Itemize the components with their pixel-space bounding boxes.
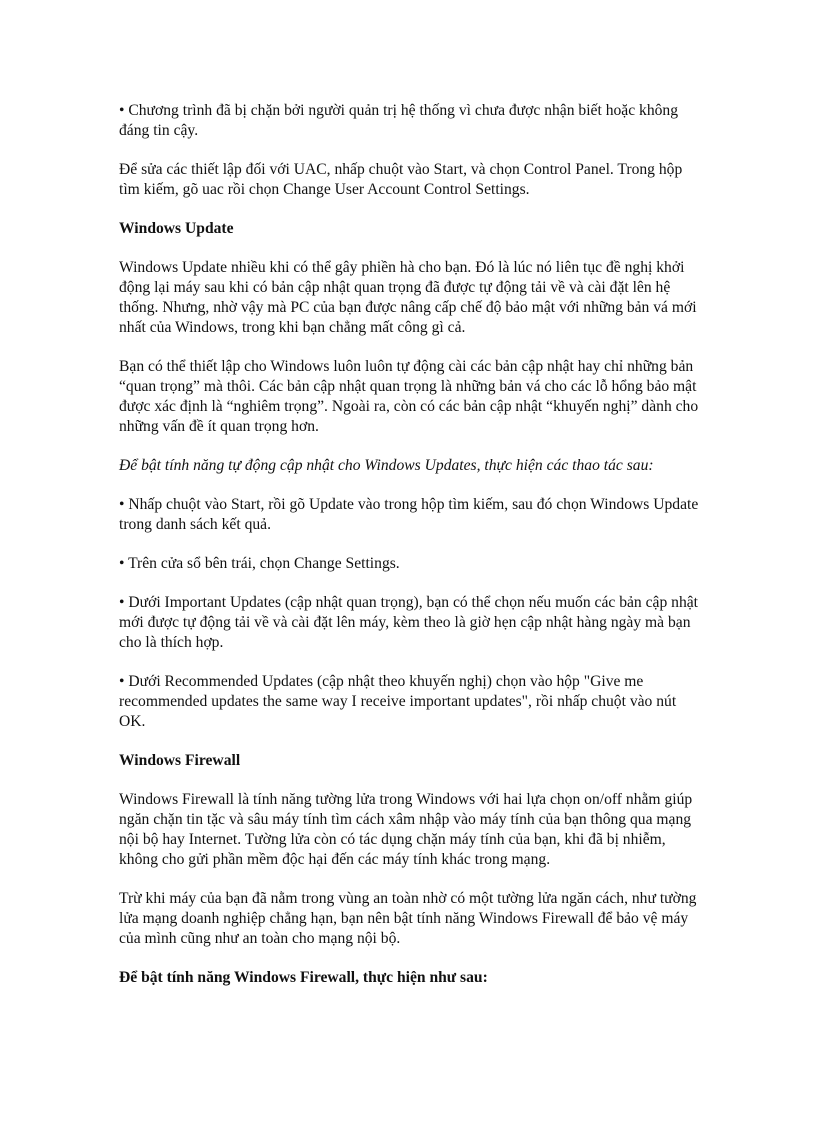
paragraph-blocked-program-bullet: • Chương trình đã bị chặn bởi người quản trị hệ thống vì chưa được nhận biết hoặc không đáng tin cậy. xyxy=(119,102,679,139)
paragraph-update-types: Bạn có thể thiết lập cho Windows luôn luôn tự động cài các bản cập nhật hay chỉ những bản “quan trọng” mà thôi. Các bản cập nhật quan trọng là những bản vá cho các lỗ hổng bảo mật được xác định là “nghiêm trọng”. Ngoài ra, còn có các bản cập nhật “khuyến nghị” dành cho những vấn đề ít quan trọng hơn. xyxy=(119,358,699,435)
paragraph-firewall-intro: Windows Firewall là tính năng tường lửa trong Windows với hai lựa chọn on/off nhằm giúp ngăn chặn tin tặc và sâu máy tính tìm cách xâm nhập vào máy tính của bạn thông qua mạng nội bộ hay Internet. Tường lửa còn có tác dụng chặn máy tính của bạn, khi đã bị nhiễm, không cho gửi phần mềm độc hại đến các máy tính khác trong mạng. xyxy=(119,791,693,868)
heading-windows-update: Windows Update xyxy=(119,220,234,237)
paragraph-step-recommended-updates: • Dưới Recommended Updates (cập nhật theo khuyến nghị) chọn vào hộp "Give me recommended updates the same way I receive important updates", rồi nhấp chuột vào nút OK. xyxy=(119,673,677,730)
paragraph-firewall-recommendation: Trừ khi máy của bạn đã nằm trong vùng an toàn nhờ có một tường lửa ngăn cách, như tường lửa mạng doanh nghiệp chẳng hạn, bạn nên bật tính năng Windows Firewall để bảo vệ máy của mình cũng như an toàn cho mạng nội bộ. xyxy=(119,890,697,947)
paragraph-uac-settings: Để sửa các thiết lập đối với UAC, nhấp chuột vào Start, và chọn Control Panel. Trong hộp tìm kiếm, gõ uac rồi chọn Change User Account Control Settings. xyxy=(119,161,683,198)
paragraph-step-important-updates: • Dưới Important Updates (cập nhật quan trọng), bạn có thể chọn nếu muốn các bản cập nhật mới được tự động tải về và cài đặt lên máy, kèm theo là giờ hẹn cập nhật hàng ngày mà bạn cho là thích hợp. xyxy=(119,594,699,651)
paragraph-step-start-search: • Nhấp chuột vào Start, rồi gõ Update vào trong hộp tìm kiếm, sau đó chọn Windows Update trong danh sách kết quả. xyxy=(119,496,699,533)
paragraph-update-intro: Windows Update nhiều khi có thể gây phiền hà cho bạn. Đó là lúc nó liên tục đề nghị khởi động lại máy sau khi có bản cập nhật quan trọng đã được tự động tải về và cài đặt lên hệ thống. Nhưng, nhờ vậy mà PC của bạn được nâng cấp chế độ bảo mật với những bản vá mới nhất của Windows, trong khi bạn chẳng mất công gì cả. xyxy=(119,259,697,336)
paragraph-step-change-settings: • Trên cửa sổ bên trái, chọn Change Settings. xyxy=(119,555,400,572)
heading-windows-firewall: Windows Firewall xyxy=(119,752,241,769)
document-body xyxy=(119,101,704,1007)
paragraph-update-instructions-intro: Để bật tính năng tự động cập nhật cho Windows Updates, thực hiện các thao tác sau: xyxy=(119,457,654,474)
paragraph-firewall-instructions-intro: Để bật tính năng Windows Firewall, thực hiện như sau: xyxy=(119,969,488,986)
